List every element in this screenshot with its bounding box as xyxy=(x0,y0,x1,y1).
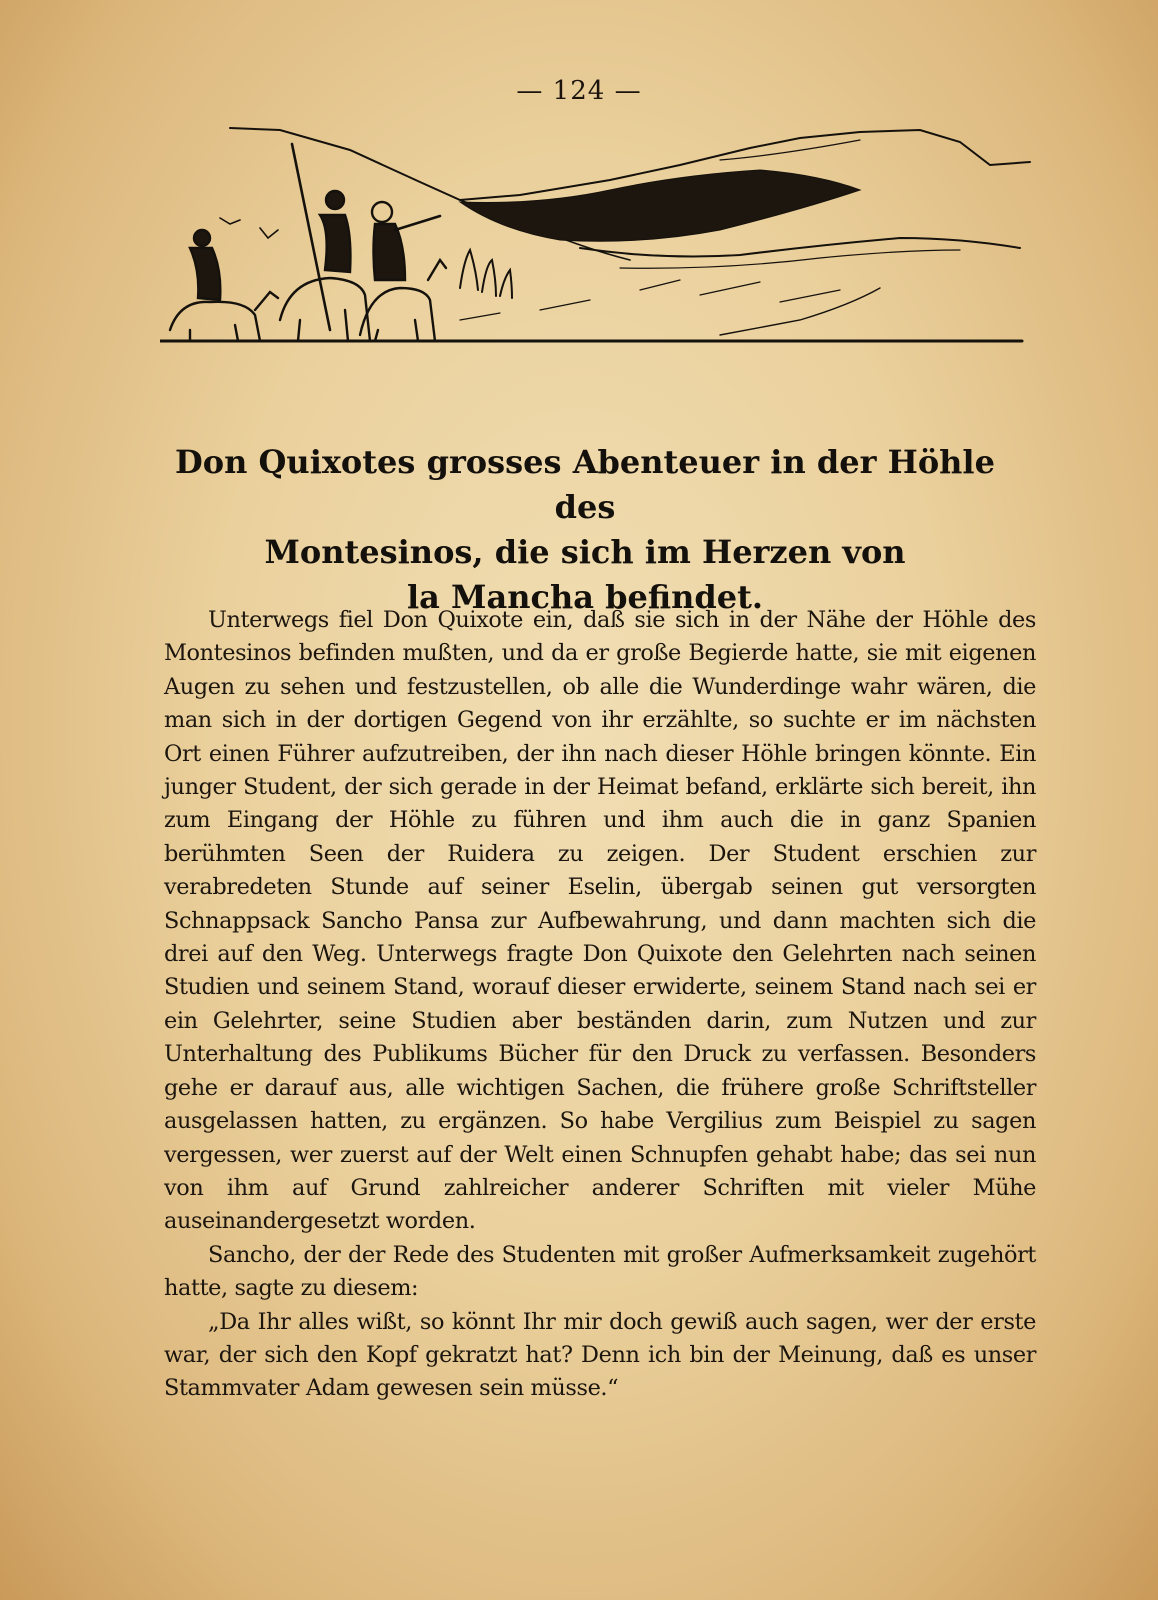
chapter-title-line-1: Don Quixotes grosses Abenteuer in der Höhle des xyxy=(175,443,995,526)
paragraph: „Da Ihr alles wißt, so könnt Ihr mir doch gewiß auch sagen, wer der erste war, der sich den Kopf gekratzt hat? Denn ich bin der Meinung, daß es unser Stammvater Adam gewesen sein müsse.“ xyxy=(164,1308,1036,1402)
paragraph: Unterwegs fiel Don Quixote ein, daß sie sich in der Nähe der Höhle des Montesinos befinden mußten, und da er große Begierde hatte, sie mit eigenen Augen zu sehen und festzustellen, ob alle die Wunderdinge wahr wären, die man sich in der dortigen Gegend von ihr erzählte, so suchte er im nächsten Ort einen Führer aufzutreiben, der ihn nach dieser Höhle bringen könnte. Ein junger Student, der sich gerade in der Heimat befand, erklärte sich bereit, ihn zum Eingang der Höhle zu führen und ihm auch die in ganz Spanien berühmten Seen der Ruidera zu zeigen. Der Student erschien zur verabredeten Stunde auf seiner Eselin, übergab seinen gut versorgten Schnappsack Sancho Pansa zur Aufbewahrung, und dann machten sich die drei auf den Weg. Unterwegs fragte Don Quixote den Gelehrten nach seinen Studien und seinem Stand, worauf dieser erwiderte, seinem Stand nach sei er ein Gelehrter, seine Studien aber beständen darin, zum Nutzen und zur Unterhaltung des Publikums Bücher für den Druck zu verfassen. Besonders gehe er darauf aus, alle wichtigen Sachen, die frühere große Schriftsteller ausgelassen hatten, zu ergänzen. So habe Vergilius zum Beispiel zu sagen vergessen, wer zuerst auf der Welt einen Schnupfen gehabt habe; das sei nun von ihm auf Grund zahlreicher anderer Schriften mit vieler Mühe auseinandergesetzt worden. xyxy=(164,607,1036,1235)
page-number: — 124 — xyxy=(516,76,642,106)
chapter-title xyxy=(140,440,1030,620)
chapter-title-line-3: la Mancha befindet. xyxy=(407,578,763,616)
body-text xyxy=(164,604,1036,1406)
landscape-illustration-icon xyxy=(160,120,1060,360)
chapter-title-line-2: Montesinos, die sich im Herzen von xyxy=(264,533,906,571)
paragraph: Sancho, der der Rede des Studenten mit großer Aufmerksamkeit zugehört hatte, sagte zu diesem: xyxy=(164,1241,1036,1302)
